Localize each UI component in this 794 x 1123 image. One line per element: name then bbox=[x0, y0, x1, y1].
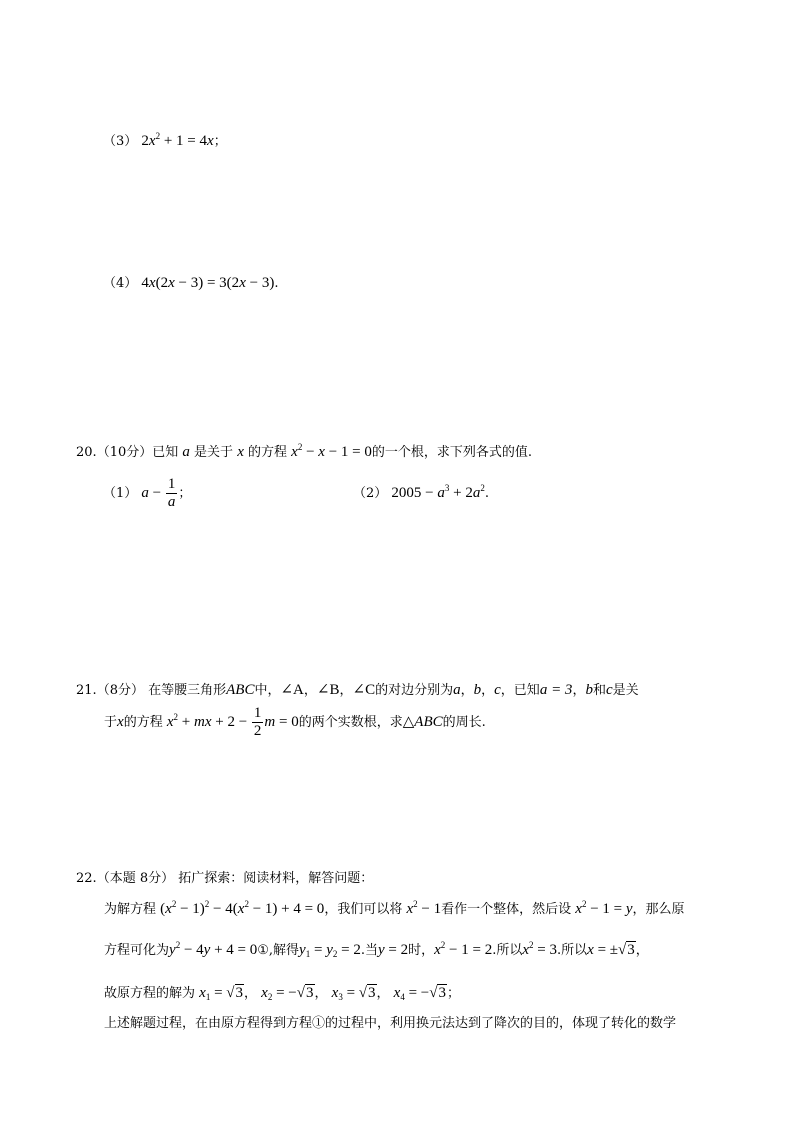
q21-text: 的两个实数根，求 bbox=[298, 715, 403, 730]
q20-text: 是关于 bbox=[194, 445, 234, 460]
q22-text: 看作一个整体，然后设 bbox=[441, 902, 572, 917]
q22-step2: $x^2 = 3$ bbox=[522, 940, 557, 958]
q19-part4-label: （4） bbox=[103, 276, 138, 291]
q21-score: （8分） bbox=[96, 683, 144, 698]
q21-equation: $x^2$ + mx + 2 − $\frac{1}{2}$ m = 0 bbox=[166, 705, 299, 740]
q22-heading bbox=[76, 869, 373, 889]
q22-text: ,解得 bbox=[268, 943, 300, 958]
q20-var-x: x bbox=[237, 444, 244, 460]
q22-x2: $x_2 = -√3$ bbox=[261, 985, 314, 1002]
q22-text: ，那么原 bbox=[632, 902, 685, 917]
q21-line1: 21.（8分） 在等腰三角形ABC中，∠A，∠B，∠C的对边分别为a，b，c，已知a = 3，b和c是关 bbox=[76, 682, 639, 698]
q22-line4 bbox=[104, 1014, 676, 1034]
q22-equation: $(x^2 - 1)^2 - 4(x^2 - 1) + 4 = 0$ bbox=[160, 899, 325, 917]
q20-part1 bbox=[103, 475, 191, 512]
q19-part4 bbox=[103, 273, 278, 294]
q21-text: 的对边分别为 bbox=[375, 683, 454, 698]
q19-part4-equation: 4x(2x − 3) = 3(2x − 3) bbox=[141, 275, 275, 291]
q22-title: 拓广探索：阅读材料，解答问题： bbox=[178, 871, 374, 886]
q22-line3: 故原方程的解为 $x_1 = √3$， $x_2 = -√3$， $x_3 = √3$， $x_4 = -√3$； bbox=[104, 985, 460, 1002]
q20-part1-expr: a − $\frac{1}{a}$ bbox=[141, 476, 176, 511]
q20-part1-label: （1） bbox=[103, 486, 138, 501]
q22-score: （本题 8分） bbox=[96, 871, 175, 886]
q20-number: 20. bbox=[76, 445, 97, 460]
q21-angle-a: ∠A bbox=[280, 682, 304, 698]
q21-text: 于 bbox=[104, 715, 118, 730]
q22-text: 上述解题过程，在由原方程得到方程①的过程中，利用换元法达到了降次的目的，体现了转化的数学 bbox=[104, 1016, 677, 1031]
q21-text: 的方程 bbox=[123, 715, 163, 730]
q21-text: 的周长. bbox=[442, 715, 486, 730]
q22-roots-y: $y_1 = y_2 = 2$ bbox=[299, 942, 361, 959]
q20-part2-end: . bbox=[484, 486, 489, 501]
q22-x3: $x_3 = √3$ bbox=[331, 985, 376, 1002]
q21-given: a = 3 bbox=[539, 682, 573, 698]
q22-text: .所以 bbox=[492, 943, 523, 958]
q21-var-b: b bbox=[585, 682, 593, 698]
q22-text: .所以 bbox=[557, 943, 588, 958]
q19-part3-equation: $2x^2 + 1 = 4x$ bbox=[141, 131, 214, 149]
q22-step1: $x^2 - 1 = 2$ bbox=[434, 940, 493, 958]
q21-var-c: c bbox=[494, 682, 501, 698]
q21-text: 和 bbox=[592, 683, 606, 698]
q21-triangle-sym: △ABC bbox=[402, 714, 443, 730]
q21-var-c: c bbox=[605, 682, 613, 698]
q22-circle-one: ① bbox=[257, 943, 269, 958]
q21-triangle: ABC bbox=[226, 682, 255, 698]
q22-text: ，我们可以将 bbox=[324, 902, 403, 917]
q19-part3-end: ； bbox=[213, 134, 227, 149]
q21-line2 bbox=[104, 704, 486, 741]
q22-sub-def: $x^2 - 1 = y$ bbox=[575, 899, 633, 917]
q22-text: 故原方程的解为 bbox=[104, 986, 196, 1001]
q22-number: 22. bbox=[76, 871, 97, 886]
q21-var-x: x bbox=[117, 714, 124, 730]
q22-x4: $x_4 = -√3$ bbox=[393, 985, 446, 1002]
q22-text: ； bbox=[446, 986, 460, 1001]
q20-var-a: a bbox=[182, 444, 190, 460]
q22-text: 方程可化为 bbox=[104, 943, 170, 958]
q22-line1 bbox=[104, 899, 685, 920]
q20-text: 已知 bbox=[152, 445, 179, 460]
q19-part3-label: （3） bbox=[103, 134, 138, 149]
q20-part2-label: （2） bbox=[353, 486, 388, 501]
q20-text: 的一个根，求下列各式的值. bbox=[371, 445, 533, 460]
q19-part3 bbox=[103, 131, 227, 152]
q20-part2 bbox=[353, 483, 489, 504]
q20-part2-expr: $2005 - a^3 + 2a^2$ bbox=[391, 483, 485, 501]
q21-text: 在等腰三角形 bbox=[148, 683, 227, 698]
q19-part4-end: . bbox=[274, 276, 279, 291]
q21-text: 中， bbox=[254, 683, 281, 698]
q21-text: 是关 bbox=[612, 683, 639, 698]
q21-var-b: b bbox=[473, 682, 482, 698]
q22-eq1: $y^2 - 4y + 4 = 0$ bbox=[169, 940, 258, 958]
q20-stem bbox=[76, 442, 532, 463]
q20-text: 的方程 bbox=[248, 445, 288, 460]
q22-when: y = 2 bbox=[377, 942, 409, 958]
q21-number: 21. bbox=[76, 683, 97, 698]
q22-x1: $x_1 = √3$ bbox=[199, 985, 244, 1002]
q22-line2: 方程可化为$y^2 - 4y + 4$ = 0①,解得$y_1 = y_2 = 2$.当y = 2时，$x^2 - 1 = 2$.所以$x^2 = 3$.所以x = ±√3， bbox=[104, 940, 649, 959]
q20-score: （10分） bbox=[96, 445, 153, 460]
q20-part1-end: ； bbox=[178, 486, 192, 501]
q21-angle-c: ∠C bbox=[352, 682, 376, 698]
q22-text: .当 bbox=[360, 943, 378, 958]
q21-var-a: a bbox=[453, 682, 461, 698]
q22-text: 时， bbox=[408, 943, 435, 958]
q22-step3: x = ±√3 bbox=[587, 942, 635, 958]
q21-text: ，已知 bbox=[500, 683, 540, 698]
q22-expr: $x^2 - 1$ bbox=[406, 899, 442, 917]
q22-text: 为解方程 bbox=[104, 902, 157, 917]
q20-equation: $x^2 - x - 1 = 0$ bbox=[291, 442, 372, 460]
q21-angle-b: ∠B bbox=[316, 682, 340, 698]
